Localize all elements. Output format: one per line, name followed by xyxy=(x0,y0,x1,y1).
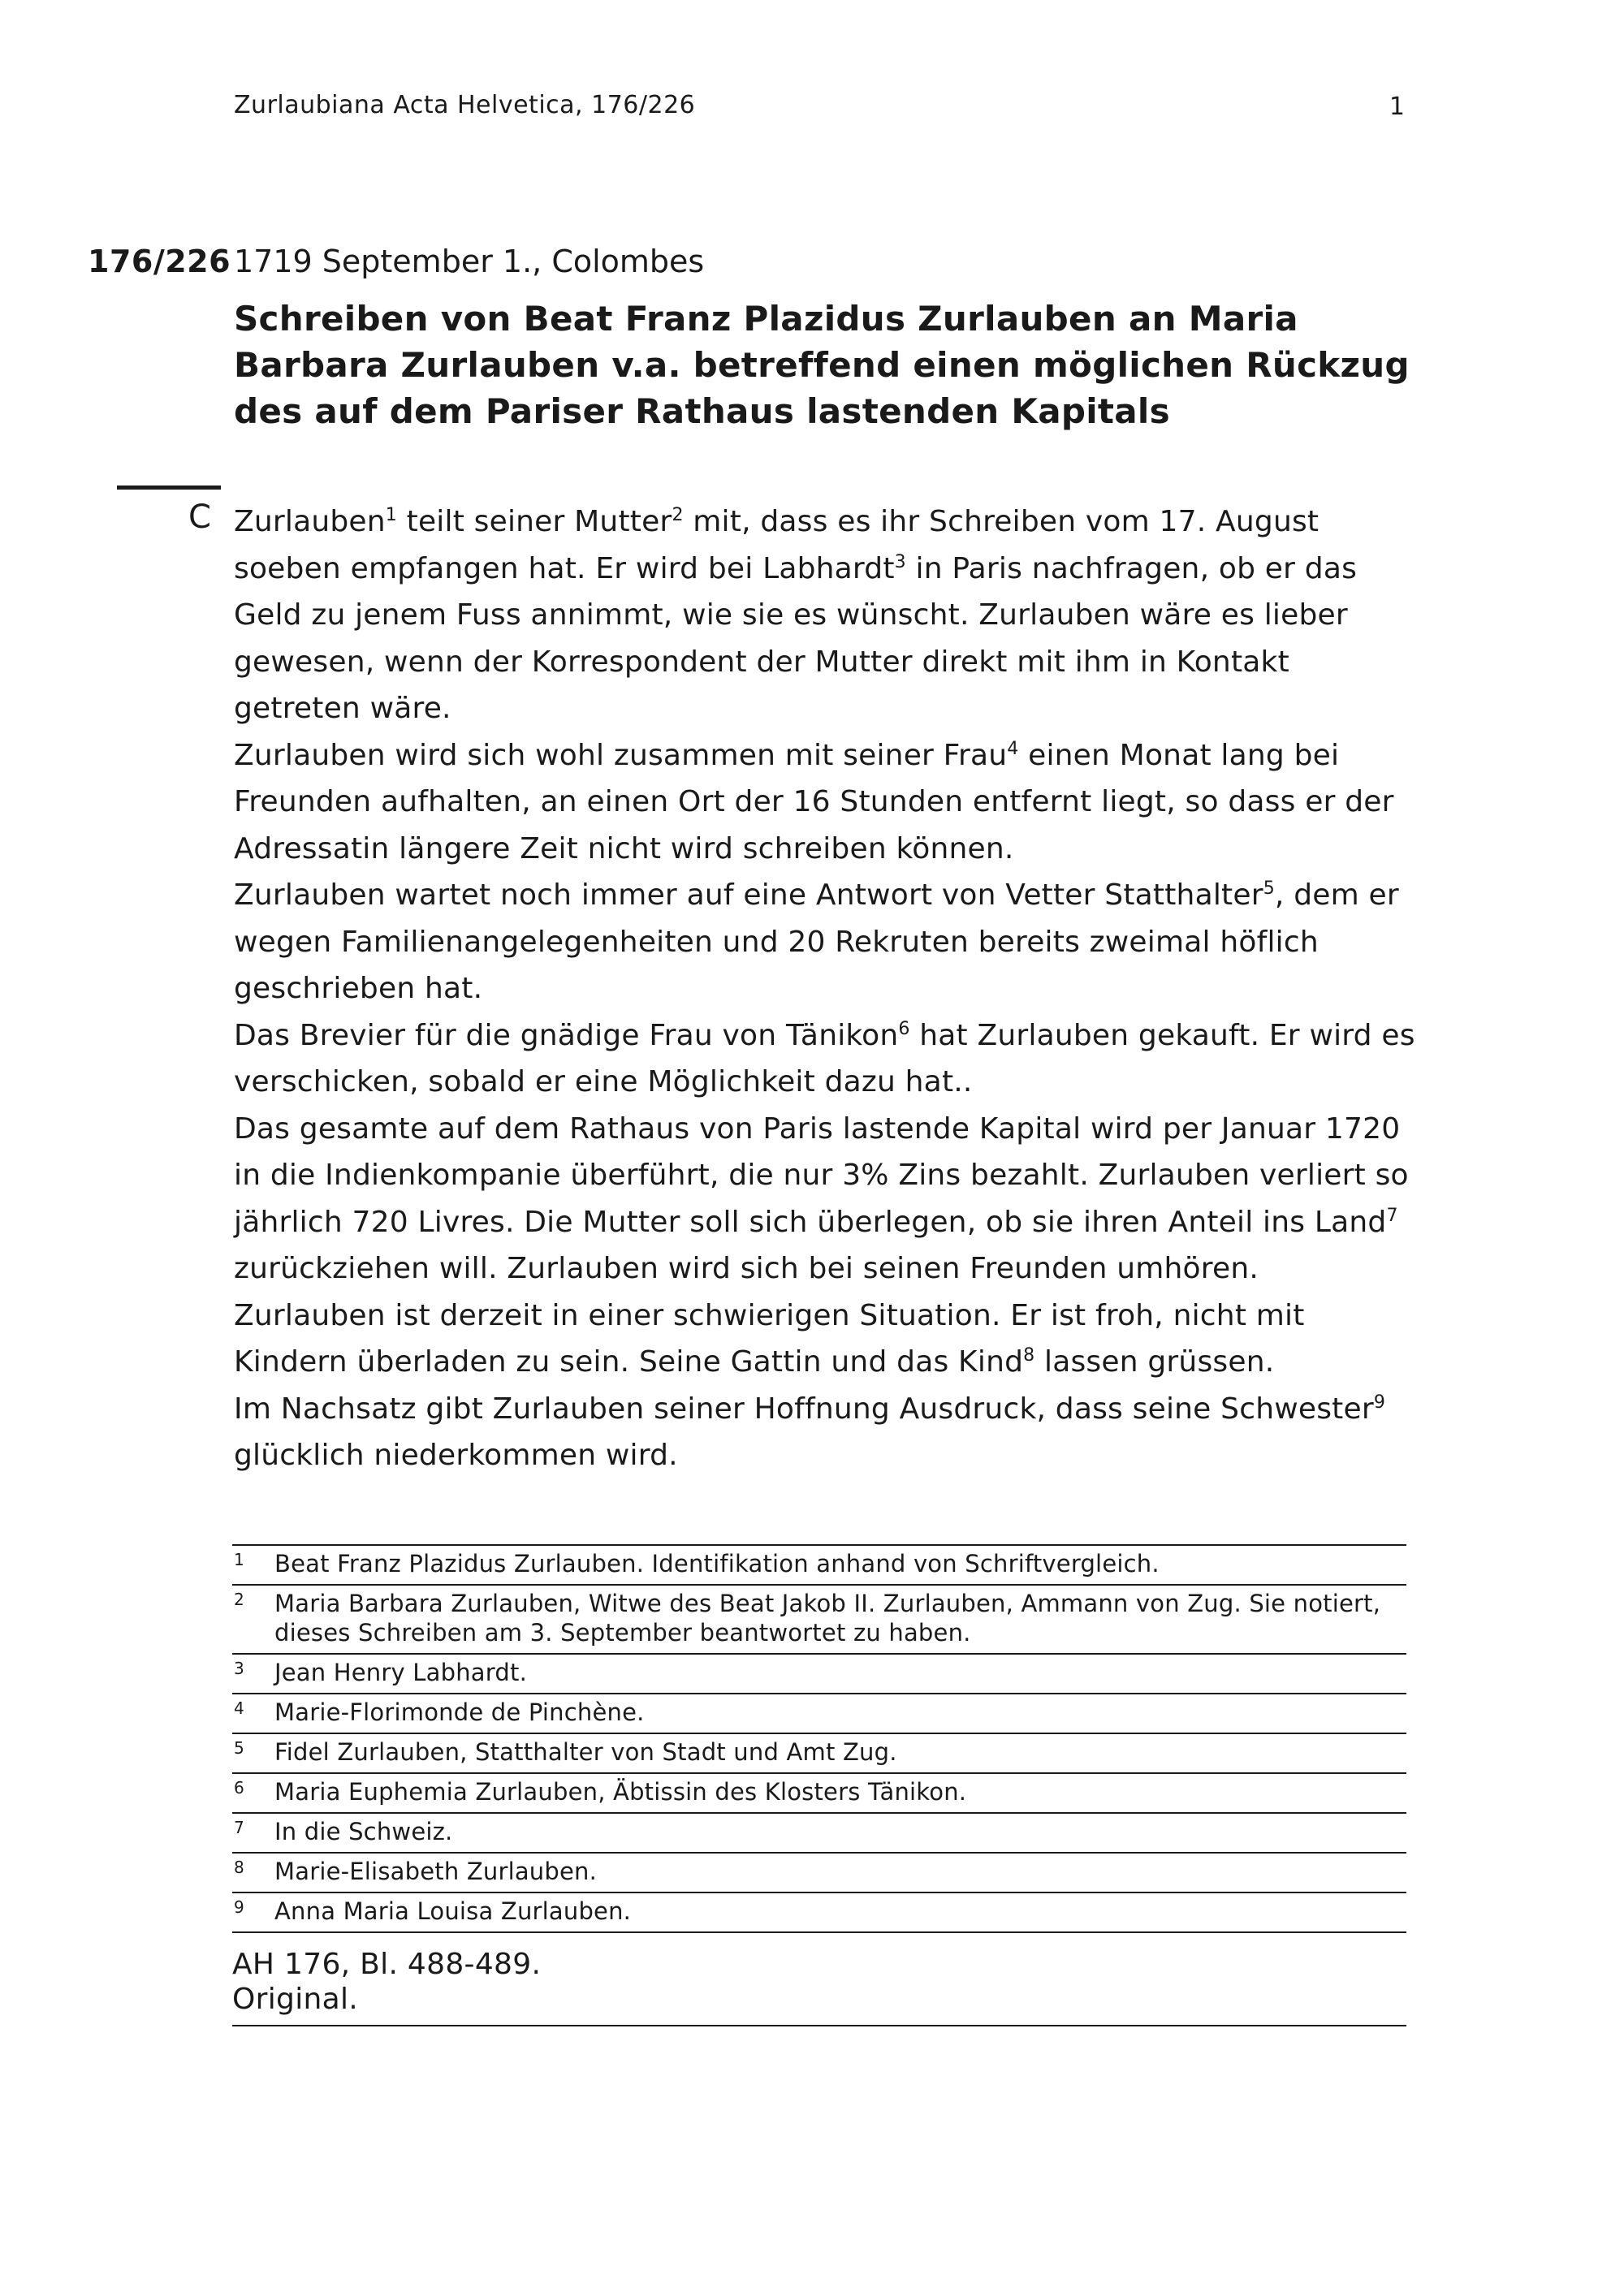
source-type: Original. xyxy=(232,1983,359,2016)
footnote-number: 1 xyxy=(234,1550,244,1569)
running-head: Zurlaubiana Acta Helvetica, 176/226 xyxy=(234,91,696,119)
footnote-number: 6 xyxy=(234,1778,244,1798)
summary-paragraph: Zurlauben ist derzeit in einer schwierigen Situation. Er ist froh, nicht mit Kindern überladen zu sein. Seine Gattin und das Kind$^8$ lassen grüssen. xyxy=(234,1298,1305,1379)
summary-text xyxy=(234,498,1419,1479)
footnote-text: Marie-Florimonde de Pinchène. xyxy=(274,1698,645,1726)
footnote-number: 5 xyxy=(234,1738,244,1758)
footnote-text: Marie-Elisabeth Zurlauben. xyxy=(274,1858,598,1885)
summary-paragraph: Das Brevier für die gnädige Frau von Tänikon$^6$ hat Zurlauben gekauft. Er wird es verschicken, sobald er eine Möglichkeit dazu hat.. xyxy=(234,1018,1415,1098)
footnote-ref[interactable]: 9 xyxy=(1373,1392,1386,1413)
summary-paragraph: Zurlauben wird sich wohl zusammen mit seiner Frau$^4$ einen Monat lang bei Freunden aufhalten, an einen Ort der 16 Stunden entfernt liegt, so dass er der Adressatin längere Zeit nicht wird schreiben können. xyxy=(234,738,1394,865)
footnote-item xyxy=(232,1774,1406,1814)
footnote-number: 9 xyxy=(234,1897,244,1917)
document-number: 176/226 xyxy=(88,244,231,279)
footnote-ref[interactable]: 3 xyxy=(894,551,906,572)
footnote-number: 2 xyxy=(234,1590,244,1609)
footnote-number: 7 xyxy=(234,1818,244,1837)
footnote-ref[interactable]: 8 xyxy=(1023,1345,1035,1366)
footnote-text: Beat Franz Plazidus Zurlauben. Identifikation anhand von Schriftvergleich. xyxy=(274,1550,1160,1577)
margin-letter: C xyxy=(188,498,211,536)
footnote-item xyxy=(232,1854,1406,1893)
footnote-text: In die Schweiz. xyxy=(274,1818,453,1845)
footnote-text: Anna Maria Louisa Zurlauben. xyxy=(274,1897,632,1925)
footnote-ref[interactable]: 1 xyxy=(385,505,397,525)
footnote-ref[interactable]: 7 xyxy=(1386,1205,1398,1226)
source-reference: AH 176, Bl. 488-489. xyxy=(232,1948,542,1981)
footnote-item xyxy=(232,1893,1406,1933)
footnote-item xyxy=(232,1546,1406,1586)
footnote-number: 4 xyxy=(234,1698,244,1718)
footnote-number: 8 xyxy=(234,1858,244,1877)
document-title: Schreiben von Beat Franz Plazidus Zurlauben an Maria Barbara Zurlauben v.a. betreffend einen möglichen Rückzug des auf dem Pariser Rathaus lastenden Kapitals xyxy=(234,299,1410,431)
footnote-ref[interactable]: 6 xyxy=(898,1018,910,1039)
summary-paragraph: Zurlauben wartet noch immer auf eine Antwort von Vetter Statthalter$^5$, dem er wegen Familienangelegenheiten und 20 Rekruten bereits zweimal höflich geschrieben hat. xyxy=(234,878,1399,1005)
footnote-ref[interactable]: 2 xyxy=(672,505,684,525)
margin-rule xyxy=(117,486,221,490)
footnote-item xyxy=(232,1734,1406,1774)
footnote-text: Jean Henry Labhardt. xyxy=(274,1659,527,1686)
summary-paragraph: Zurlauben$^1$ teilt seiner Mutter$^2$ mit, dass es ihr Schreiben vom 17. August soeben empfangen hat. Er wird bei Labhardt$^3$ in Paris nachfragen, ob er das Geld zu jenem Fuss annimmt, wie sie es wünscht. Zurlauben wäre es lieber gewesen, wenn der Korrespondent der Mutter direkt mit ihm in Kontakt getreten wäre. xyxy=(234,505,1358,725)
footnote-item xyxy=(232,1814,1406,1854)
footnote-text: Maria Euphemia Zurlauben, Äbtissin des Klosters Tänikon. xyxy=(274,1778,967,1806)
footnote-number: 3 xyxy=(234,1659,244,1678)
page-number: 1 xyxy=(1389,93,1405,121)
source-info xyxy=(232,1947,1406,2026)
footnote-ref[interactable]: 4 xyxy=(1007,738,1019,759)
footnote-item xyxy=(232,1655,1406,1694)
footnotes xyxy=(232,1544,1406,1933)
footnote-text: Fidel Zurlauben, Statthalter von Stadt und Amt Zug. xyxy=(274,1738,897,1766)
summary-paragraph: Das gesamte auf dem Rathaus von Paris lastende Kapital wird per Januar 1720 in die Indienkompanie überführt, die nur 3% Zins bezahlt. Zurlauben verliert so jährlich 720 Livres. Die Mutter soll sich überlegen, ob sie ihren Anteil ins Land$^7$ zurückziehen will. Zurlauben wird sich bei seinen Freunden umhören. xyxy=(234,1111,1409,1285)
footnote-text: Maria Barbara Zurlauben, Witwe des Beat Jakob II. Zurlauben, Ammann von Zug. Sie notiert, dieses Schreiben am 3. September beantwortet zu haben. xyxy=(274,1590,1381,1646)
document-date-place: 1719 September 1., Colombes xyxy=(234,244,705,279)
summary-paragraph: Im Nachsatz gibt Zurlauben seiner Hoffnung Ausdruck, dass seine Schwester$^9$ glücklich niederkommen wird. xyxy=(234,1392,1386,1472)
footnote-item xyxy=(232,1694,1406,1734)
footnote-ref[interactable]: 5 xyxy=(1263,878,1275,899)
footnote-item xyxy=(232,1586,1406,1655)
